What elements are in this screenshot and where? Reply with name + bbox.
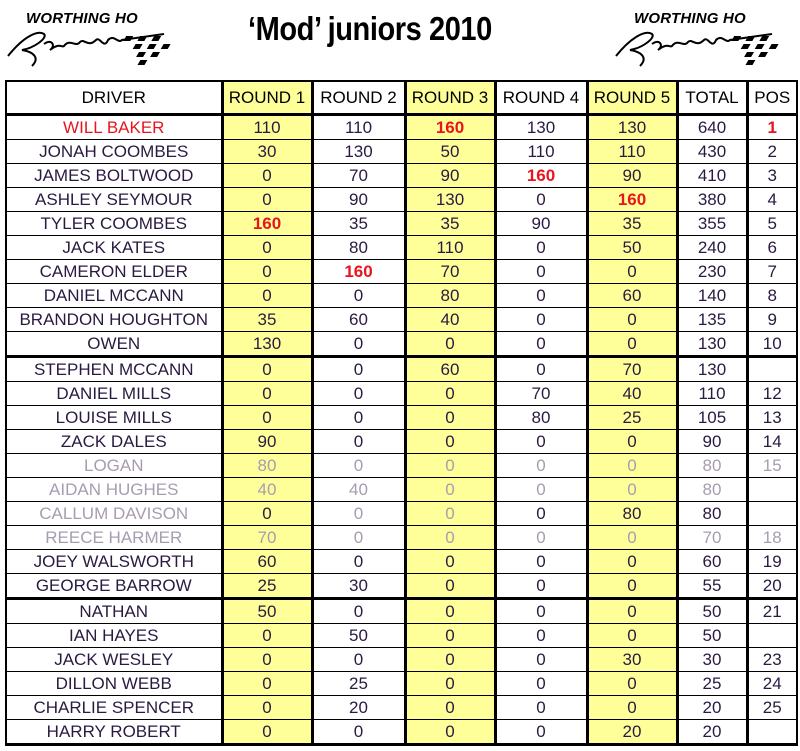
logo-brand-text: WORTHING HO (26, 10, 138, 27)
round-score-cell: 110 (405, 236, 495, 260)
driver-name-cell: CALLUM DAVISON (6, 502, 222, 526)
round-score-cell: 0 (405, 526, 495, 550)
position-cell (747, 502, 797, 526)
round-score-cell: 90 (405, 164, 495, 188)
table-row (6, 720, 797, 745)
col-header-round-3: ROUND 3 (405, 81, 495, 115)
round-score-cell: 20 (312, 696, 405, 720)
position-cell: 3 (747, 164, 797, 188)
driver-name-cell: LOUISE MILLS (6, 406, 222, 430)
table-row (6, 115, 797, 140)
round-score-cell: 35 (312, 212, 405, 236)
driver-name-cell: ASHLEY SEYMOUR (6, 188, 222, 212)
driver-name-cell: TYLER COOMBES (6, 212, 222, 236)
round-score-cell: 160 (222, 212, 312, 236)
round-score-cell: 0 (587, 430, 677, 454)
total-cell: 55 (677, 574, 747, 599)
position-cell: 13 (747, 406, 797, 430)
table-row (6, 574, 797, 599)
total-cell: 60 (677, 550, 747, 574)
table-row (6, 624, 797, 648)
standings-table (5, 80, 798, 746)
driver-name-cell: WILL BAKER (6, 115, 222, 140)
driver-name-cell: STEPHEN MCCANN (6, 357, 222, 382)
round-score-cell: 0 (222, 284, 312, 308)
position-cell: 14 (747, 430, 797, 454)
round-score-cell: 0 (222, 188, 312, 212)
round-score-cell: 0 (222, 502, 312, 526)
col-header-round-4: ROUND 4 (495, 81, 587, 115)
round-score-cell: 0 (495, 624, 587, 648)
round-score-cell: 0 (405, 648, 495, 672)
round-score-cell: 0 (405, 696, 495, 720)
round-score-cell: 30 (312, 574, 405, 599)
round-score-cell: 0 (495, 720, 587, 745)
round-score-cell: 0 (405, 574, 495, 599)
round-score-cell: 0 (312, 357, 405, 382)
round-score-cell: 35 (587, 212, 677, 236)
round-score-cell: 0 (587, 574, 677, 599)
total-cell: 80 (677, 478, 747, 502)
table-row (6, 236, 797, 260)
col-header-round-5: ROUND 5 (587, 81, 677, 115)
round-score-cell: 50 (587, 236, 677, 260)
round-score-cell: 130 (405, 188, 495, 212)
round-score-cell: 0 (495, 332, 587, 357)
table-row (6, 140, 797, 164)
total-cell: 230 (677, 260, 747, 284)
driver-name-cell: JACK WESLEY (6, 648, 222, 672)
round-score-cell: 0 (312, 382, 405, 406)
round-score-cell: 0 (587, 308, 677, 332)
round-score-cell: 70 (495, 382, 587, 406)
round-score-cell: 80 (587, 502, 677, 526)
round-score-cell: 0 (495, 454, 587, 478)
table-row (6, 430, 797, 454)
total-cell: 130 (677, 357, 747, 382)
position-cell: 24 (747, 672, 797, 696)
round-score-cell: 0 (495, 648, 587, 672)
position-cell: 7 (747, 260, 797, 284)
driver-name-cell: CAMERON ELDER (6, 260, 222, 284)
round-score-cell: 60 (222, 550, 312, 574)
round-score-cell: 0 (222, 382, 312, 406)
total-cell: 90 (677, 430, 747, 454)
round-score-cell: 90 (312, 188, 405, 212)
position-cell (747, 624, 797, 648)
round-score-cell: 0 (495, 574, 587, 599)
round-score-cell: 0 (405, 430, 495, 454)
table-row (6, 696, 797, 720)
round-score-cell: 0 (222, 696, 312, 720)
round-score-cell: 80 (405, 284, 495, 308)
total-cell: 135 (677, 308, 747, 332)
logo-brand-text: WORTHING HO (634, 10, 746, 27)
round-score-cell: 0 (405, 624, 495, 648)
round-score-cell: 25 (587, 406, 677, 430)
total-cell: 20 (677, 720, 747, 745)
round-score-cell: 30 (222, 140, 312, 164)
col-header-pos: POS (747, 81, 797, 115)
header-row (6, 81, 797, 115)
round-score-cell: 0 (405, 478, 495, 502)
round-score-cell: 70 (405, 260, 495, 284)
round-score-cell: 0 (405, 454, 495, 478)
table-row (6, 382, 797, 406)
round-score-cell: 130 (587, 115, 677, 140)
round-score-cell: 40 (222, 478, 312, 502)
round-score-cell: 0 (405, 332, 495, 357)
round-score-cell: 35 (222, 308, 312, 332)
col-header-round-2: ROUND 2 (312, 81, 405, 115)
round-score-cell: 0 (495, 502, 587, 526)
round-score-cell: 35 (405, 212, 495, 236)
position-cell: 2 (747, 140, 797, 164)
round-score-cell: 0 (312, 332, 405, 357)
round-score-cell: 0 (495, 526, 587, 550)
round-score-cell: 0 (312, 502, 405, 526)
round-score-cell: 160 (495, 164, 587, 188)
table-row (6, 188, 797, 212)
driver-name-cell: JACK KATES (6, 236, 222, 260)
round-score-cell: 0 (587, 332, 677, 357)
table-row (6, 308, 797, 332)
round-score-cell: 110 (312, 115, 405, 140)
round-score-cell: 0 (495, 308, 587, 332)
col-header-total: TOTAL (677, 81, 747, 115)
round-score-cell: 70 (222, 526, 312, 550)
position-cell (747, 478, 797, 502)
round-score-cell: 160 (587, 188, 677, 212)
driver-name-cell: REECE HARMER (6, 526, 222, 550)
round-score-cell: 0 (405, 406, 495, 430)
round-score-cell: 40 (312, 478, 405, 502)
round-score-cell: 0 (495, 260, 587, 284)
round-score-cell: 0 (587, 454, 677, 478)
total-cell: 25 (677, 672, 747, 696)
round-score-cell: 80 (312, 236, 405, 260)
round-score-cell: 0 (587, 550, 677, 574)
round-score-cell: 90 (222, 430, 312, 454)
round-score-cell: 60 (587, 284, 677, 308)
worthing-ho-racing-logo-right (612, 8, 797, 70)
round-score-cell: 0 (222, 648, 312, 672)
total-cell: 240 (677, 236, 747, 260)
round-score-cell: 20 (587, 720, 677, 745)
table-row (6, 502, 797, 526)
round-score-cell: 0 (222, 406, 312, 430)
position-cell: 4 (747, 188, 797, 212)
position-cell: 10 (747, 332, 797, 357)
round-score-cell: 0 (495, 284, 587, 308)
table-row (6, 454, 797, 478)
position-cell: 12 (747, 382, 797, 406)
position-cell: 23 (747, 648, 797, 672)
position-cell: 6 (747, 236, 797, 260)
round-score-cell: 160 (405, 115, 495, 140)
round-score-cell: 0 (222, 357, 312, 382)
round-score-cell: 0 (587, 624, 677, 648)
total-cell: 80 (677, 502, 747, 526)
round-score-cell: 0 (312, 406, 405, 430)
driver-name-cell: GEORGE BARROW (6, 574, 222, 599)
position-cell: 20 (747, 574, 797, 599)
round-score-cell: 0 (405, 599, 495, 624)
total-cell: 110 (677, 382, 747, 406)
driver-name-cell: ZACK DALES (6, 430, 222, 454)
position-cell (747, 357, 797, 382)
round-score-cell: 50 (222, 599, 312, 624)
table-row (6, 599, 797, 624)
round-score-cell: 0 (495, 599, 587, 624)
round-score-cell: 70 (312, 164, 405, 188)
round-score-cell: 0 (495, 550, 587, 574)
total-cell: 50 (677, 624, 747, 648)
table-row (6, 478, 797, 502)
round-score-cell: 160 (312, 260, 405, 284)
driver-name-cell: DILLON WEBB (6, 672, 222, 696)
position-cell: 21 (747, 599, 797, 624)
position-cell: 25 (747, 696, 797, 720)
round-score-cell: 40 (587, 382, 677, 406)
total-cell: 140 (677, 284, 747, 308)
col-header-round-1: ROUND 1 (222, 81, 312, 115)
round-score-cell: 25 (222, 574, 312, 599)
total-cell: 80 (677, 454, 747, 478)
round-score-cell: 0 (495, 696, 587, 720)
round-score-cell: 50 (312, 624, 405, 648)
round-score-cell: 0 (222, 236, 312, 260)
round-score-cell: 60 (405, 357, 495, 382)
driver-name-cell: OWEN (6, 332, 222, 357)
round-score-cell: 80 (495, 406, 587, 430)
position-cell: 19 (747, 550, 797, 574)
worthing-ho-racing-logo-left (4, 8, 189, 70)
table-row (6, 332, 797, 357)
total-cell: 130 (677, 332, 747, 357)
round-score-cell: 0 (587, 478, 677, 502)
total-cell: 640 (677, 115, 747, 140)
round-score-cell: 0 (495, 430, 587, 454)
driver-name-cell: CHARLIE SPENCER (6, 696, 222, 720)
total-cell: 430 (677, 140, 747, 164)
driver-name-cell: JAMES BOLTWOOD (6, 164, 222, 188)
round-score-cell: 0 (587, 696, 677, 720)
table-row (6, 284, 797, 308)
driver-name-cell: LOGAN (6, 454, 222, 478)
driver-name-cell: DANIEL MILLS (6, 382, 222, 406)
round-score-cell: 0 (312, 454, 405, 478)
round-score-cell: 0 (312, 284, 405, 308)
round-score-cell: 0 (312, 550, 405, 574)
table-row (6, 648, 797, 672)
position-cell: 15 (747, 454, 797, 478)
driver-name-cell: IAN HAYES (6, 624, 222, 648)
round-score-cell: 90 (495, 212, 587, 236)
total-cell: 355 (677, 212, 747, 236)
table-row (6, 164, 797, 188)
table-row (6, 406, 797, 430)
round-score-cell: 0 (405, 502, 495, 526)
round-score-cell: 0 (495, 236, 587, 260)
round-score-cell: 0 (405, 672, 495, 696)
round-score-cell: 0 (587, 526, 677, 550)
round-score-cell: 40 (405, 308, 495, 332)
col-header-driver: DRIVER (6, 81, 222, 115)
round-score-cell: 0 (495, 478, 587, 502)
position-cell: 5 (747, 212, 797, 236)
table-row (6, 550, 797, 574)
round-score-cell: 0 (222, 720, 312, 745)
round-score-cell: 30 (587, 648, 677, 672)
round-score-cell: 0 (312, 599, 405, 624)
table-row (6, 526, 797, 550)
round-score-cell: 0 (405, 382, 495, 406)
round-score-cell: 130 (222, 332, 312, 357)
driver-name-cell: JONAH COOMBES (6, 140, 222, 164)
total-cell: 70 (677, 526, 747, 550)
round-score-cell: 130 (312, 140, 405, 164)
round-score-cell: 0 (587, 599, 677, 624)
position-cell: 8 (747, 284, 797, 308)
position-cell: 18 (747, 526, 797, 550)
round-score-cell: 0 (587, 260, 677, 284)
round-score-cell: 0 (312, 720, 405, 745)
round-score-cell: 130 (495, 115, 587, 140)
round-score-cell: 110 (587, 140, 677, 164)
round-score-cell: 25 (312, 672, 405, 696)
round-score-cell: 0 (405, 550, 495, 574)
total-cell: 105 (677, 406, 747, 430)
total-cell: 20 (677, 696, 747, 720)
driver-name-cell: AIDAN HUGHES (6, 478, 222, 502)
round-score-cell: 0 (222, 164, 312, 188)
round-score-cell: 0 (312, 526, 405, 550)
checkered-flag-icon (4, 26, 189, 70)
total-cell: 410 (677, 164, 747, 188)
round-score-cell: 0 (222, 672, 312, 696)
page-title: ‘Mod’ juniors 2010 (248, 10, 492, 47)
round-score-cell: 60 (312, 308, 405, 332)
round-score-cell: 90 (587, 164, 677, 188)
table-row (6, 212, 797, 236)
round-score-cell: 0 (222, 260, 312, 284)
round-score-cell: 0 (587, 672, 677, 696)
total-cell: 30 (677, 648, 747, 672)
round-score-cell: 110 (495, 140, 587, 164)
round-score-cell: 80 (222, 454, 312, 478)
driver-name-cell: JOEY WALSWORTH (6, 550, 222, 574)
driver-name-cell: NATHAN (6, 599, 222, 624)
table-row (6, 357, 797, 382)
round-score-cell: 0 (495, 672, 587, 696)
total-cell: 380 (677, 188, 747, 212)
table-row (6, 672, 797, 696)
round-score-cell: 0 (222, 624, 312, 648)
position-cell (747, 720, 797, 745)
driver-name-cell: DANIEL MCCANN (6, 284, 222, 308)
round-score-cell: 0 (312, 648, 405, 672)
round-score-cell: 50 (405, 140, 495, 164)
round-score-cell: 0 (312, 430, 405, 454)
driver-name-cell: HARRY ROBERT (6, 720, 222, 745)
position-cell: 1 (747, 115, 797, 140)
round-score-cell: 0 (495, 357, 587, 382)
round-score-cell: 110 (222, 115, 312, 140)
total-cell: 50 (677, 599, 747, 624)
position-cell: 9 (747, 308, 797, 332)
checkered-flag-icon (612, 26, 797, 70)
round-score-cell: 0 (495, 188, 587, 212)
table-row (6, 260, 797, 284)
round-score-cell: 70 (587, 357, 677, 382)
round-score-cell: 0 (405, 720, 495, 745)
driver-name-cell: BRANDON HOUGHTON (6, 308, 222, 332)
